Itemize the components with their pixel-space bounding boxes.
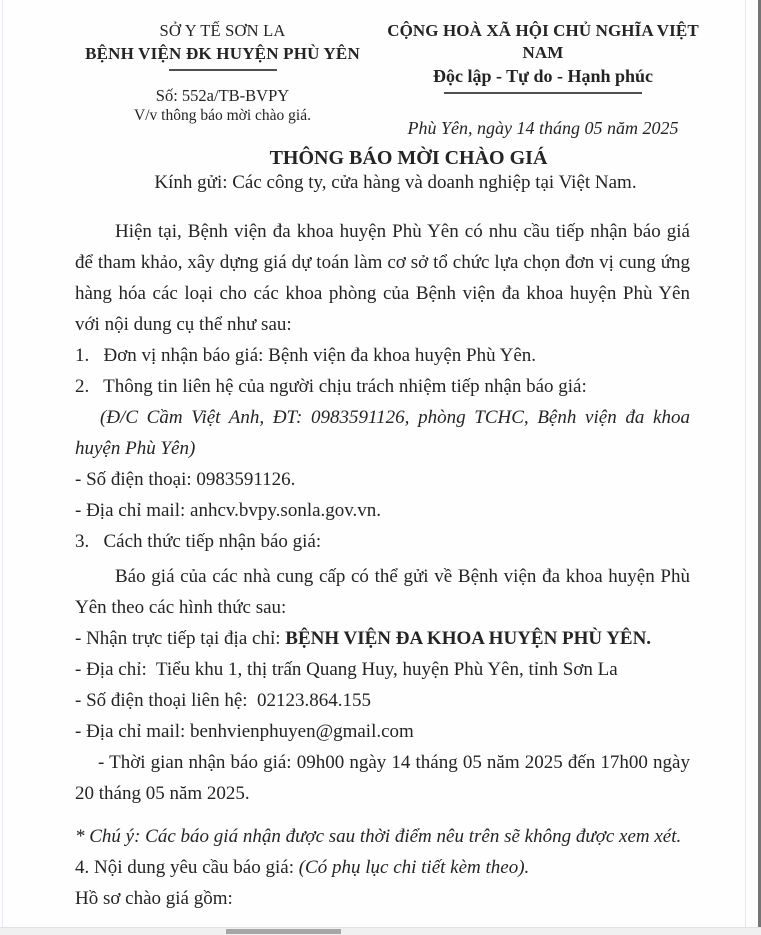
horizontal-scrollbar-track[interactable] <box>0 927 761 935</box>
dossier-heading: Hồ sơ chào giá gồm: <box>75 888 233 909</box>
org-name: BỆNH VIỆN ĐK HUYỆN PHÙ YÊN <box>85 44 360 63</box>
document-body <box>75 146 690 914</box>
motto-underline <box>444 92 642 94</box>
issuing-org-block <box>75 20 370 126</box>
contact-person-note: (Đ/C Cầm Việt Anh, ĐT: 0983591126, phòng TCHC, Bệnh viện đa khoa huyện Phù Yên) <box>75 407 690 459</box>
org-parent-name: SỞ Y TẾ SƠN LA <box>159 21 286 40</box>
contact-mail-line: - Địa chỉ mail: anhcv.bvpy.sonla.gov.vn. <box>75 500 382 521</box>
document-subject: V/v thông báo mời chào giá. <box>134 107 311 124</box>
national-motto: Độc lập - Tự do - Hạnh phúc <box>432 66 654 86</box>
item-1-receiving-unit: 1. Đơn vị nhận báo giá: Bệnh viện đa khoa huyện Phù Yên. <box>75 345 537 366</box>
item-3-receiving-method: 3. Cách thức tiếp nhận báo giá: <box>75 531 322 552</box>
attention-note: * Chú ý: Các báo giá nhận được sau thời điểm nêu trên sẽ không được xem xét. <box>75 826 682 847</box>
hotline-line: - Số điện thoại liên hệ: 02123.864.155 <box>75 690 372 711</box>
item-4-appendix-note: (Có phụ lục chi tiết kèm theo). <box>298 857 530 878</box>
salutation-line: Kính gửi: Các công ty, cửa hàng và doanh nghiệp tại Việt Nam. <box>154 172 637 193</box>
document-number: Số: 552a/TB-BVPY <box>155 86 290 105</box>
direct-receive-label: - Nhận trực tiếp tại địa chỉ: <box>75 628 286 649</box>
page-right-edge-line <box>745 0 746 928</box>
item-2-contact-info: 2. Thông tin liên hệ của người chịu trách nhiệm tiếp nhận báo giá: <box>75 376 587 397</box>
time-window-paragraph: - Thời gian nhận báo giá: 09h00 ngày 14 tháng 05 năm 2025 đến 17h00 ngày 20 tháng 05 năm 2025. <box>75 752 690 804</box>
method-intro-paragraph: Báo giá của các nhà cung cấp có thể gửi về Bệnh viện đa khoa huyện Phù Yên theo các hình thức sau: <box>75 566 690 618</box>
national-header: CỘNG HOÀ XÃ HỘI CHỦ NGHĨA VIỆT NAM <box>387 21 699 62</box>
hospital-mail-line: - Địa chỉ mail: benhvienphuyen@gmail.com <box>75 721 414 742</box>
horizontal-scrollbar-thumb[interactable] <box>226 929 341 934</box>
address-line: - Địa chỉ: Tiểu khu 1, thị trấn Quang Huy, huyện Phù Yên, tỉnh Sơn La <box>75 659 618 680</box>
org-underline <box>169 69 277 71</box>
place-date-line: Phù Yên, ngày 14 tháng 05 năm 2025 <box>407 118 679 138</box>
contact-phone-line: - Số điện thoại: 0983591126. <box>75 469 296 490</box>
direct-receive-line <box>75 623 690 654</box>
hospital-name-bold: BỆNH VIỆN ĐA KHOA HUYỆN PHÙ YÊN. <box>285 628 652 649</box>
page-left-edge-line <box>2 0 3 935</box>
document-title: THÔNG BÁO MỜI CHÀO GIÁ <box>269 147 548 169</box>
intro-paragraph: Hiện tại, Bệnh viện đa khoa huyện Phù Yên có nhu cầu tiếp nhận báo giá để tham khảo, xây dựng giá dự toán làm cơ sở tổ chức lựa chọn đơn vị cung ứng hàng hóa các loại cho các khoa phòng của Bệnh viện đa khoa huyện Phù Yên với nội dung cụ thể như sau: <box>75 221 690 335</box>
item-4-label: 4. Nội dung yêu cầu báo giá: <box>75 857 299 878</box>
national-motto-block <box>376 20 710 140</box>
item-4-quote-content <box>75 852 690 883</box>
